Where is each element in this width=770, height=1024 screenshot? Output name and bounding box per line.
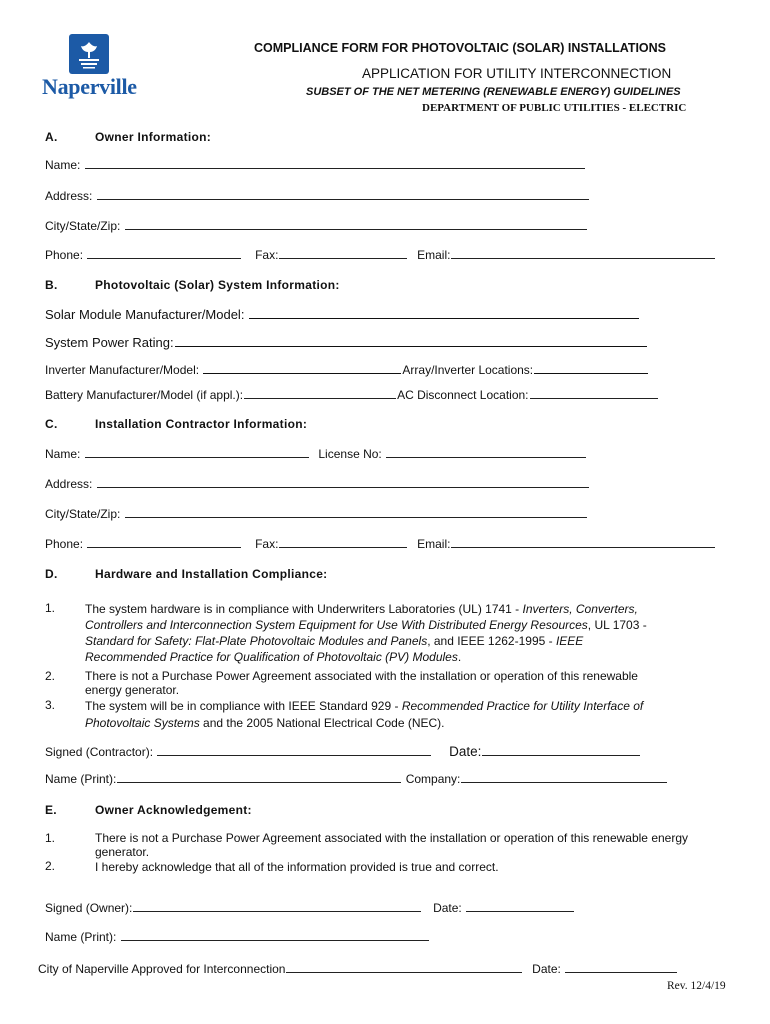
section-b-letter: B. <box>45 278 58 292</box>
d-item-1-part: , UL 1703 - <box>587 618 647 632</box>
ac-field[interactable] <box>530 397 658 399</box>
owner-signature-field[interactable] <box>133 910 421 912</box>
power-label: System Power Rating: <box>45 335 174 350</box>
contractor-signed-row <box>45 744 641 759</box>
license-label: License No: <box>318 447 382 461</box>
e-item-1-number: 1. <box>45 831 56 845</box>
contractor-print-field[interactable] <box>117 781 401 783</box>
section-c-letter: C. <box>45 417 58 431</box>
inverter-label: Inverter Manufacturer/Model: <box>45 363 200 377</box>
contractor-email-label: Email: <box>417 537 451 551</box>
owner-signed-row <box>45 901 575 915</box>
contractor-date-field[interactable] <box>482 754 640 756</box>
owner-date-label: Date: <box>433 901 462 915</box>
company-field[interactable] <box>461 781 667 783</box>
d-item-1-part: , and IEEE 1262-1995 - <box>427 634 556 648</box>
array-label: Array/Inverter Locations: <box>402 363 534 377</box>
owner-date-field[interactable] <box>466 910 574 912</box>
contractor-date-label: Date: <box>449 744 482 759</box>
owner-print-field[interactable] <box>121 939 429 941</box>
owner-phone-field[interactable] <box>87 257 241 259</box>
contractor-city-label: City/State/Zip: <box>45 507 121 521</box>
section-a-letter: A. <box>45 130 58 144</box>
owner-fax-label: Fax: <box>255 248 279 262</box>
d-item-1-std: Inverters, Converters, Controllers and Interconnection System Equipment for Use With Distributed Energy Resources <box>85 602 638 632</box>
owner-address-row <box>45 189 590 203</box>
section-d-header <box>45 567 327 581</box>
approval-field[interactable] <box>286 971 522 973</box>
form-department: DEPARTMENT OF PUBLIC UTILITIES - ELECTRIC <box>422 102 687 114</box>
revision-label: Rev. 12/4/19 <box>667 980 726 992</box>
contractor-phone-field[interactable] <box>87 546 241 548</box>
form-subtitle: APPLICATION FOR UTILITY INTERCONNECTION <box>362 66 672 81</box>
contractor-name-field[interactable] <box>85 456 309 458</box>
owner-city-label: City/State/Zip: <box>45 219 121 233</box>
contractor-email-field[interactable] <box>451 546 715 548</box>
module-field[interactable] <box>249 317 639 319</box>
d-item-3-text <box>85 698 665 732</box>
e-item-1-text: There is not a Purchase Power Agreement associated with the installation or operation of this renewable energy generator. <box>95 831 689 859</box>
approval-label: City of Naperville Approved for Interconnection <box>38 962 286 976</box>
section-a-title: Owner Information: <box>95 130 212 144</box>
owner-city-field[interactable] <box>125 228 587 230</box>
contractor-city-row <box>45 507 588 521</box>
contractor-print-label: Name (Print): <box>45 772 117 786</box>
owner-phone-label: Phone: <box>45 248 84 262</box>
contractor-name-label: Name: <box>45 447 81 461</box>
owner-contact-row <box>45 248 716 262</box>
owner-print-row <box>45 930 430 944</box>
array-field[interactable] <box>534 372 648 374</box>
form-subset: SUBSET OF THE NET METERING (RENEWABLE ENERGY) GUIDELINES <box>306 86 681 98</box>
e-item-2-text: I hereby acknowledge that all of the information provided is true and correct. <box>95 860 499 874</box>
contractor-name-row <box>45 447 587 461</box>
d-item-1-part: The system hardware is in compliance with Underwriters Laboratories (UL) 1741 - <box>85 602 523 616</box>
d-item-3-number: 3. <box>45 698 56 712</box>
section-d-title: Hardware and Installation Compliance: <box>95 567 328 581</box>
naperville-logo <box>42 34 142 98</box>
owner-email-label: Email: <box>417 248 451 262</box>
contractor-fax-field[interactable] <box>279 546 407 548</box>
d-item-2-text: There is not a Purchase Power Agreement associated with the installation or operation of this renewable energy generator. <box>85 669 638 697</box>
inverter-row <box>45 363 649 377</box>
company-label: Company: <box>405 772 461 786</box>
owner-fax-field[interactable] <box>279 257 407 259</box>
contractor-fax-label: Fax: <box>255 537 279 551</box>
inverter-field[interactable] <box>203 372 401 374</box>
d-item-2-number: 2. <box>45 669 56 683</box>
owner-name-row <box>45 158 586 172</box>
logo-wordmark: Naperville <box>42 74 137 99</box>
contractor-print-row <box>45 772 668 786</box>
owner-address-field[interactable] <box>97 198 589 200</box>
owner-signed-label: Signed (Owner): <box>45 901 133 915</box>
battery-row <box>45 388 659 402</box>
owner-city-row <box>45 219 588 233</box>
d-item-1-std: IEEE Recommended Practice for Qualification of Photovoltaic (PV) Modules <box>85 634 584 664</box>
approval-row <box>38 962 678 976</box>
section-c-title: Installation Contractor Information: <box>95 417 308 431</box>
license-field[interactable] <box>386 456 586 458</box>
d-item-3-part: and the 2005 National Electrical Code (NEC). <box>199 716 445 730</box>
battery-label: Battery Manufacturer/Model (if appl.): <box>45 388 244 402</box>
owner-name-field[interactable] <box>85 167 585 169</box>
ac-label: AC Disconnect Location: <box>397 388 529 402</box>
owner-print-label: Name (Print): <box>45 930 117 944</box>
section-a-header <box>45 130 211 144</box>
approval-date-label: Date: <box>532 962 561 976</box>
d-item-1-part: . <box>457 650 462 664</box>
power-row <box>45 335 648 350</box>
contractor-phone-label: Phone: <box>45 537 84 551</box>
power-field[interactable] <box>175 345 647 347</box>
section-b-title: Photovoltaic (Solar) System Information: <box>95 278 340 292</box>
d-item-3-std: Recommended Practice for Utility Interface of Photovoltaic Systems <box>85 699 644 730</box>
module-label: Solar Module Manufacturer/Model: <box>45 307 245 322</box>
module-row <box>45 307 640 322</box>
d-item-3-part: The system will be in compliance with IEEE Standard 929 - <box>85 699 402 713</box>
contractor-address-field[interactable] <box>97 486 589 488</box>
section-d-letter: D. <box>45 567 58 581</box>
battery-field[interactable] <box>244 397 396 399</box>
contractor-city-field[interactable] <box>125 516 587 518</box>
contractor-signed-label: Signed (Contractor): <box>45 745 154 759</box>
form-title: COMPLIANCE FORM FOR PHOTOVOLTAIC (SOLAR) INSTALLATIONS <box>254 41 667 55</box>
owner-email-field[interactable] <box>451 257 715 259</box>
contractor-address-label: Address: <box>45 477 93 491</box>
owner-address-label: Address: <box>45 189 93 203</box>
owner-name-label: Name: <box>45 158 81 172</box>
section-e-title: Owner Acknowledgement: <box>95 803 252 817</box>
section-e-letter: E. <box>45 803 57 817</box>
section-b-header <box>45 278 340 292</box>
e-item-2-number: 2. <box>45 859 56 873</box>
d-item-1-text <box>85 601 650 665</box>
contractor-signature-field[interactable] <box>157 754 431 756</box>
d-item-1-number: 1. <box>45 601 56 615</box>
approval-date-field[interactable] <box>565 971 677 973</box>
d-item-1-std: Standard for Safety: Flat-Plate Photovoltaic Modules and Panels <box>85 634 428 648</box>
contractor-contact-row <box>45 537 716 551</box>
section-c-header <box>45 417 307 431</box>
section-e-header <box>45 803 252 817</box>
contractor-address-row <box>45 477 590 491</box>
naperville-emblem-icon <box>69 34 109 74</box>
